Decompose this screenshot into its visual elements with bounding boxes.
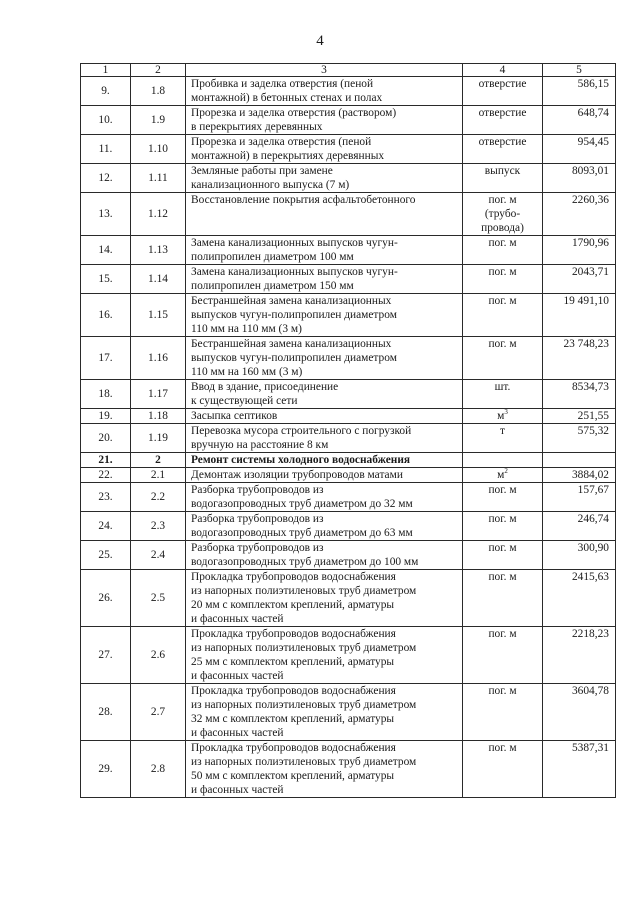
item-code: 1.17 bbox=[131, 380, 186, 409]
table-row bbox=[81, 684, 616, 741]
item-code: 1.16 bbox=[131, 337, 186, 380]
work-description bbox=[186, 294, 463, 337]
price-value bbox=[543, 453, 616, 468]
description-line: 20 мм с комплектом креплений, арматуры bbox=[191, 599, 395, 611]
price-value: 246,74 bbox=[543, 512, 616, 541]
unit-line bbox=[466, 409, 539, 423]
unit-text: пог. м bbox=[488, 513, 517, 525]
unit-text: отверстие bbox=[478, 136, 527, 148]
table-row bbox=[81, 541, 616, 570]
unit-of-measure bbox=[463, 106, 543, 135]
unit-of-measure bbox=[463, 541, 543, 570]
row-number: 29. bbox=[81, 741, 131, 798]
table-row bbox=[81, 135, 616, 164]
work-description bbox=[186, 337, 463, 380]
price-value: 5387,31 bbox=[543, 741, 616, 798]
work-description bbox=[186, 512, 463, 541]
unit-text: отверстие bbox=[478, 107, 527, 119]
item-code: 1.8 bbox=[131, 77, 186, 106]
work-description bbox=[186, 193, 463, 236]
unit-text: м bbox=[497, 410, 505, 422]
price-value: 8093,01 bbox=[543, 164, 616, 193]
unit-of-measure bbox=[463, 627, 543, 684]
description-line: Восстановление покрытия асфальтобетонного bbox=[191, 194, 416, 206]
description-line: из напорных полиэтиленовых труб диаметром bbox=[191, 642, 417, 654]
table-row bbox=[81, 106, 616, 135]
unit-of-measure bbox=[463, 380, 543, 409]
item-code: 2.4 bbox=[131, 541, 186, 570]
description-line: из напорных полиэтиленовых труб диаметром bbox=[191, 699, 417, 711]
table-row bbox=[81, 265, 616, 294]
item-code: 2.6 bbox=[131, 627, 186, 684]
unit-of-measure bbox=[463, 164, 543, 193]
description-line: водогазопроводных труб диаметром до 32 мм bbox=[191, 498, 413, 510]
page-number: 4 bbox=[316, 33, 324, 49]
table-row bbox=[81, 380, 616, 409]
unit-of-measure bbox=[463, 468, 543, 483]
row-number: 20. bbox=[81, 424, 131, 453]
unit-text: пог. м bbox=[488, 685, 517, 697]
description-line: к существующей сети bbox=[191, 395, 298, 407]
work-description bbox=[186, 627, 463, 684]
unit-text: отверстие bbox=[478, 78, 527, 90]
work-description bbox=[186, 135, 463, 164]
item-code: 2.5 bbox=[131, 570, 186, 627]
work-description bbox=[186, 483, 463, 512]
price-value: 3604,78 bbox=[543, 684, 616, 741]
unit-text: шт. bbox=[494, 381, 511, 393]
unit-text: пог. м bbox=[488, 742, 517, 754]
price-value: 157,67 bbox=[543, 483, 616, 512]
unit-text: т bbox=[500, 425, 505, 437]
price-value: 1790,96 bbox=[543, 236, 616, 265]
description-line: и фасонных частей bbox=[191, 670, 284, 682]
work-description bbox=[186, 265, 463, 294]
row-number: 22. bbox=[81, 468, 131, 483]
unit-line bbox=[466, 424, 539, 438]
table-row bbox=[81, 337, 616, 380]
item-code: 1.18 bbox=[131, 409, 186, 424]
row-number: 15. bbox=[81, 265, 131, 294]
unit-of-measure bbox=[463, 483, 543, 512]
row-number: 13. bbox=[81, 193, 131, 236]
row-number: 14. bbox=[81, 236, 131, 265]
price-value: 2043,71 bbox=[543, 265, 616, 294]
description-line: из напорных полиэтиленовых труб диаметром bbox=[191, 756, 417, 768]
price-value: 2415,63 bbox=[543, 570, 616, 627]
unit-of-measure bbox=[463, 570, 543, 627]
work-description bbox=[186, 236, 463, 265]
item-code: 1.19 bbox=[131, 424, 186, 453]
work-description bbox=[186, 741, 463, 798]
work-description bbox=[186, 424, 463, 453]
description-line: Бестраншейная замена канализационных bbox=[191, 338, 392, 350]
unit-line bbox=[466, 207, 539, 221]
work-description bbox=[186, 570, 463, 627]
description-line: водогазопроводных труб диаметром до 100 мм bbox=[191, 556, 419, 568]
row-number: 25. bbox=[81, 541, 131, 570]
row-number: 17. bbox=[81, 337, 131, 380]
item-code: 1.15 bbox=[131, 294, 186, 337]
unit-of-measure bbox=[463, 453, 543, 468]
unit-line bbox=[466, 741, 539, 755]
description-line: в перекрытиях деревянных bbox=[191, 121, 323, 133]
unit-line bbox=[466, 106, 539, 120]
row-number: 9. bbox=[81, 77, 131, 106]
item-code: 1.9 bbox=[131, 106, 186, 135]
description-line: канализационного выпуска (7 м) bbox=[191, 179, 350, 191]
unit-line bbox=[466, 483, 539, 497]
work-description bbox=[186, 380, 463, 409]
description-line: 110 мм на 110 мм (3 м) bbox=[191, 323, 302, 335]
item-code: 1.12 bbox=[131, 193, 186, 236]
description-line: монтажной) в бетонных стенах и полах bbox=[191, 92, 383, 104]
item-code: 2.8 bbox=[131, 741, 186, 798]
description-line: Замена канализационных выпусков чугун- bbox=[191, 237, 398, 249]
unit-line bbox=[466, 236, 539, 250]
description-line: Ремонт системы холодного водоснабжения bbox=[191, 454, 411, 466]
description-line: монтажной) в перекрытиях деревянных bbox=[191, 150, 385, 162]
unit-line bbox=[466, 337, 539, 351]
price-value: 300,90 bbox=[543, 541, 616, 570]
header-cell: 1 bbox=[81, 64, 131, 77]
unit-text: пог. м bbox=[488, 266, 517, 278]
unit-line bbox=[466, 164, 539, 178]
description-line: Засыпка септиков bbox=[191, 410, 278, 422]
description-line: 110 мм на 160 мм (3 м) bbox=[191, 366, 303, 378]
row-number: 16. bbox=[81, 294, 131, 337]
unit-line bbox=[466, 221, 539, 235]
unit-line bbox=[466, 541, 539, 555]
description-line: Разборка трубопроводов из bbox=[191, 542, 324, 554]
description-line: и фасонных частей bbox=[191, 727, 284, 739]
work-description bbox=[186, 541, 463, 570]
description-line: Прокладка трубопроводов водоснабжения bbox=[191, 685, 396, 697]
row-number: 23. bbox=[81, 483, 131, 512]
unit-text: провода) bbox=[481, 222, 524, 234]
unit-of-measure bbox=[463, 77, 543, 106]
table-row bbox=[81, 409, 616, 424]
price-value: 3884,02 bbox=[543, 468, 616, 483]
unit-exponent: 2 bbox=[504, 467, 508, 476]
header-cell: 2 bbox=[131, 64, 186, 77]
table-row bbox=[81, 164, 616, 193]
table-header-row bbox=[81, 64, 616, 77]
unit-of-measure bbox=[463, 294, 543, 337]
unit-text: пог. м bbox=[488, 542, 517, 554]
unit-text: пог. м bbox=[488, 484, 517, 496]
price-value: 23 748,23 bbox=[543, 337, 616, 380]
description-line: водогазопроводных труб диаметром до 63 мм bbox=[191, 527, 413, 539]
unit-line bbox=[466, 627, 539, 641]
unit-of-measure bbox=[463, 684, 543, 741]
description-line: Перевозка мусора строительного с погрузкой bbox=[191, 425, 412, 437]
description-line: из напорных полиэтиленовых труб диаметром bbox=[191, 585, 417, 597]
description-line: Бестраншейная замена канализационных bbox=[191, 295, 392, 307]
table-row bbox=[81, 627, 616, 684]
unit-line bbox=[466, 135, 539, 149]
unit-text: пог. м bbox=[488, 237, 517, 249]
row-number: 27. bbox=[81, 627, 131, 684]
header-cell: 4 bbox=[463, 64, 543, 77]
price-value: 2218,23 bbox=[543, 627, 616, 684]
item-code: 1.11 bbox=[131, 164, 186, 193]
description-line: Прокладка трубопроводов водоснабжения bbox=[191, 571, 396, 583]
row-number: 24. bbox=[81, 512, 131, 541]
description-line: Пробивка и заделка отверстия (пеной bbox=[191, 78, 374, 90]
table-row bbox=[81, 193, 616, 236]
price-value: 575,32 bbox=[543, 424, 616, 453]
description-line: и фасонных частей bbox=[191, 613, 284, 625]
unit-text: пог. м bbox=[488, 295, 517, 307]
description-line: Разборка трубопроводов из bbox=[191, 484, 324, 496]
work-description bbox=[186, 468, 463, 483]
work-description bbox=[186, 453, 463, 468]
unit-text: пог. м bbox=[488, 628, 517, 640]
unit-line bbox=[466, 380, 539, 394]
unit-text: пог. м bbox=[488, 571, 517, 583]
description-line: Ввод в здание, присоединение bbox=[191, 381, 339, 393]
description-line: Прокладка трубопроводов водоснабжения bbox=[191, 742, 396, 754]
table-row bbox=[81, 424, 616, 453]
unit-line bbox=[466, 468, 539, 482]
table-row bbox=[81, 77, 616, 106]
header-cell: 5 bbox=[543, 64, 616, 77]
unit-text: пог. м bbox=[488, 194, 517, 206]
item-code: 1.14 bbox=[131, 265, 186, 294]
price-value: 251,55 bbox=[543, 409, 616, 424]
unit-exponent: 3 bbox=[504, 408, 508, 417]
table-row bbox=[81, 512, 616, 541]
item-code: 2.2 bbox=[131, 483, 186, 512]
table-row bbox=[81, 483, 616, 512]
unit-line bbox=[466, 684, 539, 698]
description-line: полипропилен диаметром 100 мм bbox=[191, 251, 354, 263]
description-line: Разборка трубопроводов из bbox=[191, 513, 324, 525]
header-cell: 3 bbox=[186, 64, 463, 77]
row-number: 26. bbox=[81, 570, 131, 627]
unit-text: выпуск bbox=[484, 165, 521, 177]
description-line: 25 мм с комплектом креплений, арматуры bbox=[191, 656, 395, 668]
unit-line bbox=[466, 570, 539, 584]
item-code: 1.13 bbox=[131, 236, 186, 265]
work-description bbox=[186, 684, 463, 741]
description-line: Прорезка и заделка отверстия (пеной bbox=[191, 136, 372, 148]
work-description bbox=[186, 106, 463, 135]
price-value: 8534,73 bbox=[543, 380, 616, 409]
row-number: 10. bbox=[81, 106, 131, 135]
unit-text: пог. м bbox=[488, 338, 517, 350]
unit-line bbox=[466, 512, 539, 526]
price-value: 2260,36 bbox=[543, 193, 616, 236]
item-code: 2.1 bbox=[131, 468, 186, 483]
description-line: Демонтаж изоляции трубопроводов матами bbox=[191, 469, 403, 481]
unit-of-measure bbox=[463, 236, 543, 265]
description-line: выпусков чугун-полипропилен диаметром bbox=[191, 352, 397, 364]
row-number: 28. bbox=[81, 684, 131, 741]
row-number: 18. bbox=[81, 380, 131, 409]
unit-of-measure bbox=[463, 409, 543, 424]
description-line: выпусков чугун-полипропилен диаметром bbox=[191, 309, 397, 321]
description-line: Замена канализационных выпусков чугун- bbox=[191, 266, 398, 278]
row-number: 19. bbox=[81, 409, 131, 424]
item-code: 2.7 bbox=[131, 684, 186, 741]
price-table bbox=[80, 63, 616, 798]
price-value: 19 491,10 bbox=[543, 294, 616, 337]
table-row bbox=[81, 468, 616, 483]
price-value: 586,15 bbox=[543, 77, 616, 106]
row-number: 11. bbox=[81, 135, 131, 164]
item-code: 1.10 bbox=[131, 135, 186, 164]
description-line: и фасонных частей bbox=[191, 784, 284, 796]
unit-of-measure bbox=[463, 424, 543, 453]
description-line: полипропилен диаметром 150 мм bbox=[191, 280, 354, 292]
description-line: 50 мм с комплектом креплений, арматуры bbox=[191, 770, 395, 782]
description-line: Прокладка трубопроводов водоснабжения bbox=[191, 628, 396, 640]
item-code: 2 bbox=[131, 453, 186, 468]
unit-line bbox=[466, 193, 539, 207]
unit-text: (трубо- bbox=[484, 208, 521, 220]
table-row bbox=[81, 741, 616, 798]
description-line: Прорезка и заделка отверстия (раствором) bbox=[191, 107, 397, 119]
unit-of-measure bbox=[463, 337, 543, 380]
work-description bbox=[186, 164, 463, 193]
unit-of-measure bbox=[463, 193, 543, 236]
unit-line bbox=[466, 265, 539, 279]
work-description bbox=[186, 77, 463, 106]
row-number: 21. bbox=[81, 453, 131, 468]
table-row bbox=[81, 294, 616, 337]
unit-of-measure bbox=[463, 741, 543, 798]
section-row bbox=[81, 453, 616, 468]
unit-of-measure bbox=[463, 512, 543, 541]
description-line: Земляные работы при замене bbox=[191, 165, 333, 177]
price-table-body bbox=[81, 64, 616, 798]
unit-line bbox=[466, 294, 539, 308]
price-value: 648,74 bbox=[543, 106, 616, 135]
work-description bbox=[186, 409, 463, 424]
table-row bbox=[81, 570, 616, 627]
unit-of-measure bbox=[463, 135, 543, 164]
description-line: вручную на расстояние 8 км bbox=[191, 439, 329, 451]
unit-line bbox=[466, 77, 539, 91]
table-row bbox=[81, 236, 616, 265]
item-code: 2.3 bbox=[131, 512, 186, 541]
unit-of-measure bbox=[463, 265, 543, 294]
description-line: 32 мм с комплектом креплений, арматуры bbox=[191, 713, 395, 725]
row-number: 12. bbox=[81, 164, 131, 193]
unit-text: м bbox=[497, 469, 505, 481]
price-value: 954,45 bbox=[543, 135, 616, 164]
